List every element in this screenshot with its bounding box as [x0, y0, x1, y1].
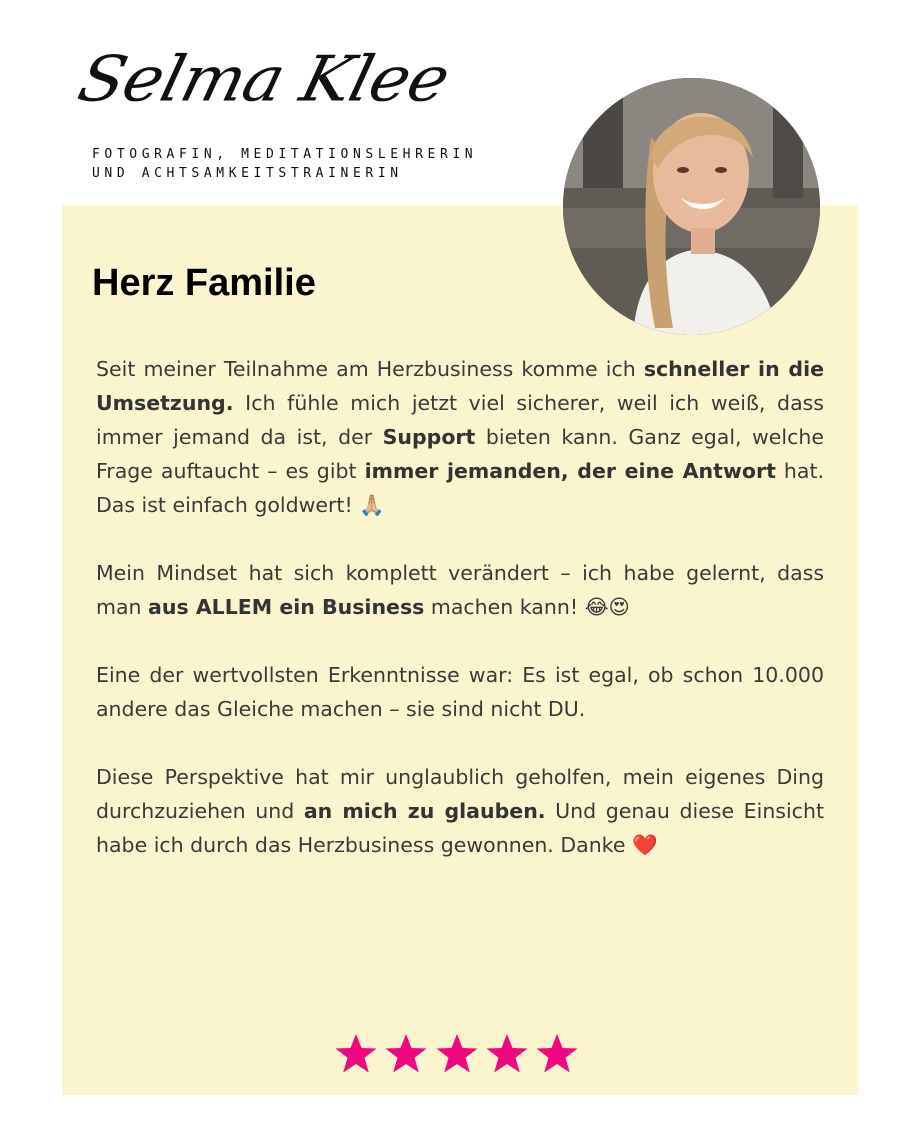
- text-run: Diese Perspektive hat mir unglaublich geholfen, mein eigenes Ding durchzuziehen und: [96, 765, 824, 823]
- star-icon: [485, 1032, 529, 1076]
- profile-photo: [563, 78, 820, 335]
- testimonial-paragraph: [96, 352, 824, 522]
- star-icon: [535, 1032, 579, 1076]
- text-run: Mein Mindset hat sich komplett verändert – ich habe gelernt, dass man: [96, 561, 824, 619]
- text-run: Und genau diese Einsicht habe ich durch das Herzbusiness gewonnen. Danke ❤️: [96, 799, 824, 857]
- testimonial-paragraph: [96, 760, 824, 862]
- text-run: bieten kann. Ganz egal, welche Frage auftaucht – es gibt: [96, 425, 824, 483]
- bold-text: schneller in die Umsetzung.: [96, 357, 825, 415]
- star-icon: [435, 1032, 479, 1076]
- text-run: Ich fühle mich jetzt viel sicherer, weil ich weiß, dass immer jemand da ist, der: [96, 391, 824, 449]
- bold-text: aus ALLEM ein Business: [148, 595, 425, 619]
- text-run: machen kann! 😂😍: [424, 595, 630, 619]
- text-run: hat. Das ist einfach goldwert! 🙏🏼: [96, 459, 824, 517]
- star-icon: [334, 1032, 378, 1076]
- star-rating: [334, 1032, 579, 1078]
- testimonial-paragraph: [96, 556, 824, 624]
- testimonial-text: [96, 352, 824, 896]
- portrait-image: [563, 78, 820, 335]
- name-signature: Selma Klee: [71, 42, 457, 116]
- star-icon: [384, 1032, 428, 1076]
- bold-text: Support: [382, 425, 476, 449]
- profession-subtitle: FOTOGRAFIN, MEDITATIONSLEHRERIN UND ACHTSAMKEITSTRAINERIN: [92, 147, 478, 181]
- bold-text: an mich zu glauben.: [303, 799, 546, 823]
- card-title: Herz Familie: [92, 262, 316, 304]
- testimonial-paragraph: [96, 658, 824, 726]
- text-run: Eine der wertvollsten Erkenntnisse war: Es ist egal, ob schon 10.000 andere das Gleiche machen – sie sind nicht DU.: [96, 663, 824, 721]
- text-run: Seit meiner Teilnahme am Herzbusiness komme ich: [96, 357, 644, 381]
- bold-text: immer jemanden, der eine Antwort: [364, 459, 776, 483]
